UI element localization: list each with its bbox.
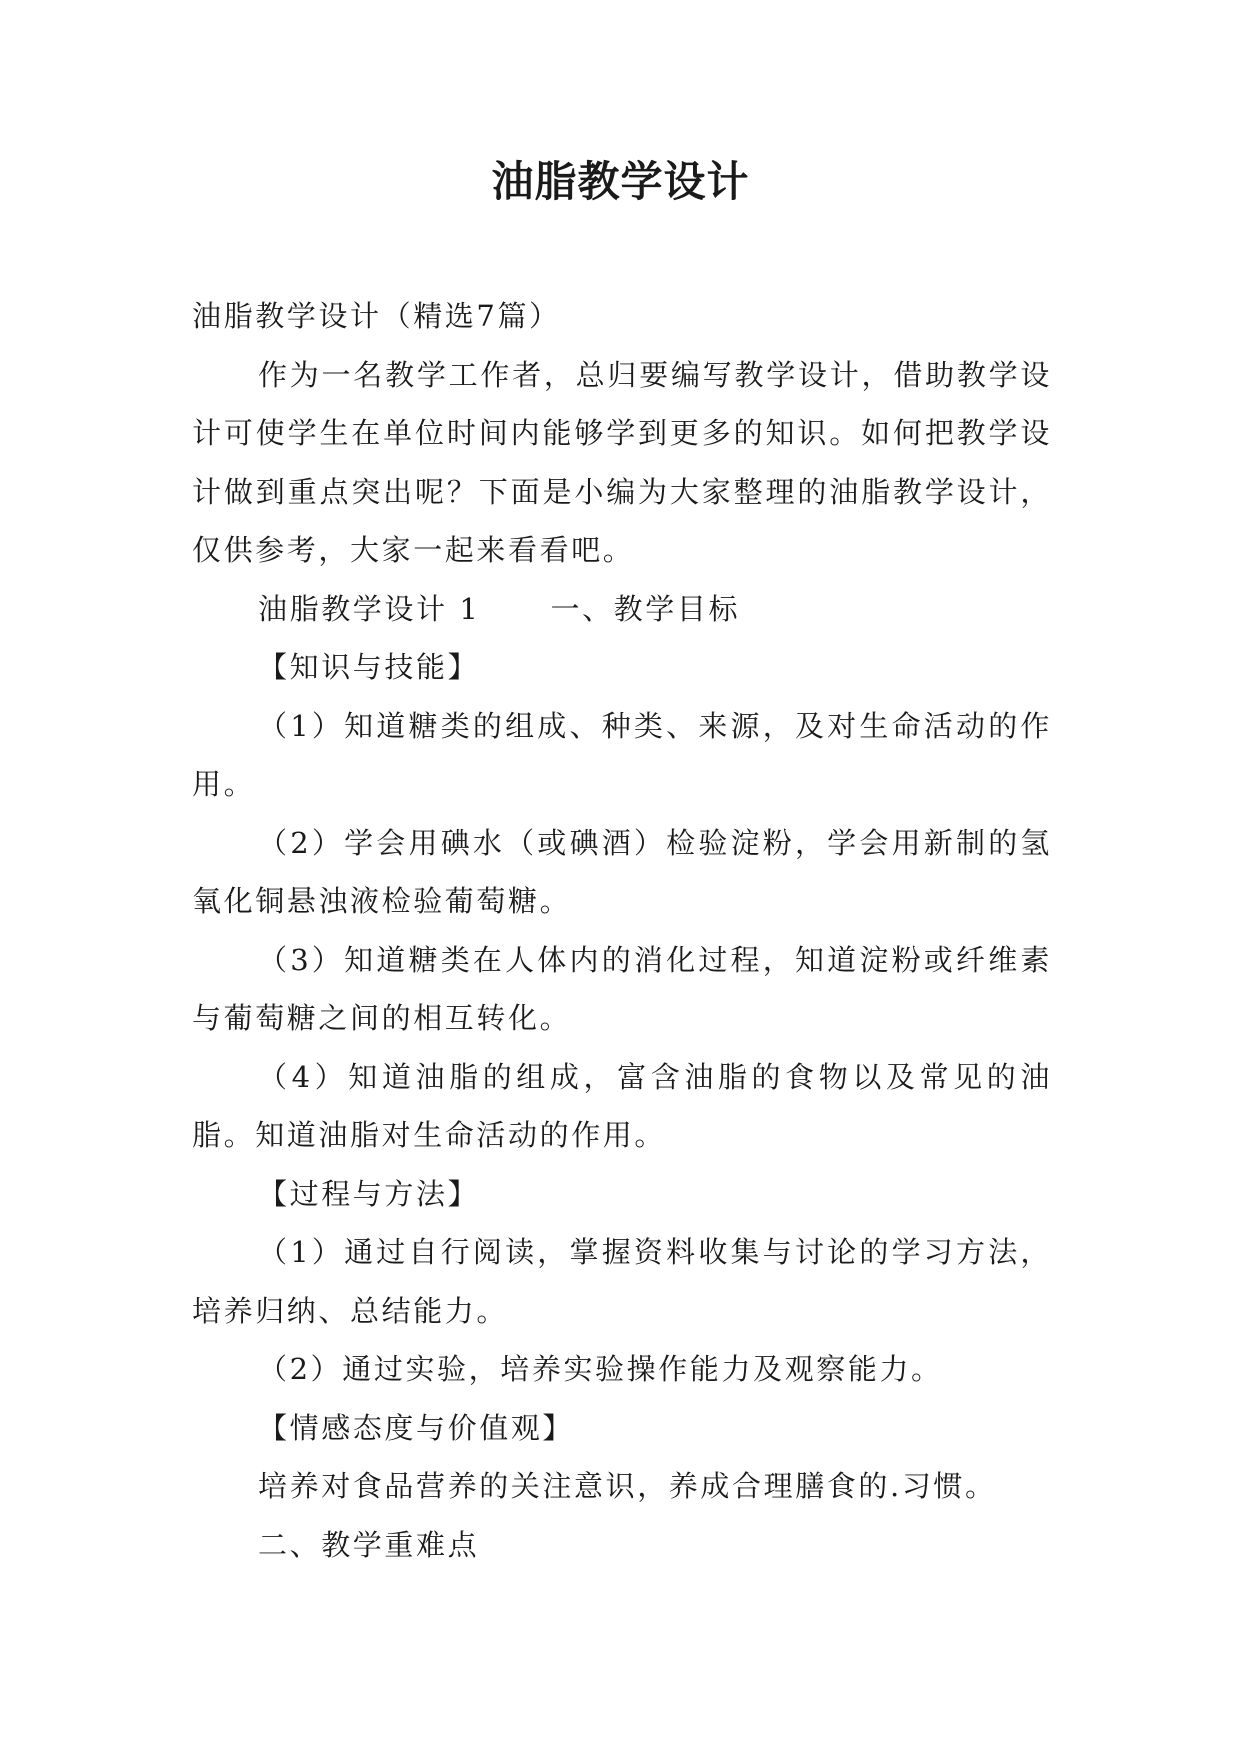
knowledge-item-3: （3）知道糖类在人体内的消化过程，知道淀粉或纤维素与葡萄糖之间的相互转化。 xyxy=(192,942,1052,1035)
intro-paragraph: 作为一名教学工作者，总归要编写教学设计，借助教学设计可使学生在单位时间内能够学到更多的知识。如何把教学设计做到重点突出呢？下面是小编为大家整理的油脂教学设计，仅供参考，大家一起来看看吧。 xyxy=(192,357,1052,567)
process-item-2: （2）通过实验，培养实验操作能力及观察能力。 xyxy=(258,1352,943,1386)
knowledge-item-1: （1）知道糖类的组成、种类、来源，及对生命活动的作用。 xyxy=(192,708,1052,801)
process-item-1: （1）通过自行阅读，掌握资料收集与讨论的学习方法，培养归纳、总结能力。 xyxy=(192,1235,1052,1328)
section-number-label: 油脂教学设计 1 xyxy=(258,591,481,626)
emotion-heading: 【情感态度与价值观】 xyxy=(258,1410,575,1445)
document-title: 油脂教学设计 xyxy=(491,157,750,206)
subtitle-line: 油脂教学设计（精选7篇） xyxy=(192,299,561,333)
emotion-item: 培养对食品营养的关注意识，养成合理膳食的.习惯。 xyxy=(258,1469,997,1503)
knowledge-item-4: （4）知道油脂的组成，富含油脂的食物以及常见的油脂。知道油脂对生命活动的作用。 xyxy=(192,1059,1052,1152)
document-body xyxy=(192,287,1052,1574)
section-objective-label: 一、教学目标 xyxy=(550,591,741,626)
section-heading-1 xyxy=(192,580,1052,639)
process-heading: 【过程与方法】 xyxy=(258,1176,480,1211)
section-heading-2: 二、教学重难点 xyxy=(258,1527,480,1562)
knowledge-heading: 【知识与技能】 xyxy=(258,650,480,684)
knowledge-item-2: （2）学会用碘水（或碘酒）检验淀粉，学会用新制的氢氧化铜悬浊液检验葡萄糖。 xyxy=(192,825,1052,918)
